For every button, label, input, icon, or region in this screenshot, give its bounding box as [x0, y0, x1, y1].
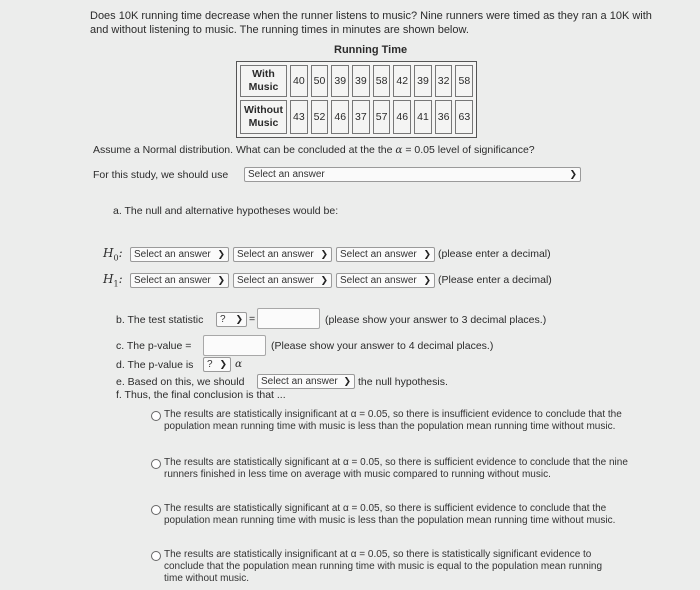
chevron-down-icon: ❯: [235, 314, 243, 324]
option-2-text: The results are statistically significant at α = 0.05, so there is sufficient evidence to conclude that the nine runners finished in less time on average with music compared to running without music.: [164, 457, 628, 480]
table-title: Running Time: [334, 44, 408, 56]
chevron-down-icon: ❯: [219, 359, 227, 369]
alpha-symbol: α: [395, 144, 403, 156]
option-3-radio[interactable]: [151, 505, 161, 515]
part-e-label: e. Based on this, we should: [116, 376, 245, 388]
chevron-down-icon: ❯: [423, 275, 431, 285]
option-1-radio[interactable]: [151, 411, 161, 421]
question-text: Does 10K running time decrease when the runner listens to music? Nine runners were timed as they ran a 10K with and without listening to music. The running times in minutes are shown below.: [90, 10, 652, 36]
table-cell: 37: [352, 100, 370, 134]
chevron-down-icon: ❯: [217, 249, 225, 259]
h0-label: $H_0$:: [103, 246, 123, 263]
h0-select-2[interactable]: Select an answer ❯: [233, 247, 332, 262]
table-cell: 46: [331, 100, 349, 134]
p-value-compare-select[interactable]: ? ❯: [203, 357, 231, 372]
table-cell: 57: [373, 100, 391, 134]
table-cell: 50: [311, 65, 329, 97]
table-cell: 43: [290, 100, 308, 134]
part-e-tail: the null hypothesis.: [358, 376, 448, 388]
option-2-radio[interactable]: [151, 459, 161, 469]
test-statistic-input[interactable]: [257, 308, 320, 329]
part-c-note: (Please show your answer to 4 decimal places.): [271, 340, 494, 352]
table-cell: 41: [414, 100, 432, 134]
alpha-symbol: α: [235, 358, 243, 370]
chevron-down-icon: ❯: [217, 275, 225, 285]
table-cell: 46: [393, 100, 411, 134]
table-cell: 58: [455, 65, 473, 97]
part-c-label: c. The p-value =: [116, 340, 192, 352]
h0-select-3[interactable]: Select an answer ❯: [336, 247, 435, 262]
h1-select-1[interactable]: Select an answer ❯: [130, 273, 229, 288]
table-row: [240, 65, 473, 97]
part-d-label: d. The p-value is: [116, 359, 194, 371]
table-cell: 39: [331, 65, 349, 97]
running-time-table: [236, 61, 477, 138]
assume-line: Assume a Normal distribution. What can be concluded at the the α = 0.05 level of significance?: [93, 144, 535, 156]
part-b-note: (please show your answer to 3 decimal places.): [325, 314, 547, 326]
row-header-with-music: With Music: [240, 65, 287, 97]
option-3-text: The results are statistically significant at α = 0.05, so there is sufficient evidence to conclude that the population mean running time with music is less than the population mean running time without music.: [164, 503, 616, 526]
chevron-down-icon: ❯: [320, 249, 328, 259]
table-cell: 58: [373, 65, 391, 97]
table-cell: 39: [414, 65, 432, 97]
table-cell: 32: [435, 65, 453, 97]
equals-sign: =: [249, 313, 256, 325]
table-cell: 40: [290, 65, 308, 97]
chevron-down-icon: ❯: [423, 249, 431, 259]
table-cell: 63: [455, 100, 473, 134]
h0-select-1[interactable]: Select an answer ❯: [130, 247, 229, 262]
option-1-text: The results are statistically insignificant at α = 0.05, so there is insufficient evidence to conclude that the population mean running time with music is less than the population mean running time without music.: [164, 409, 622, 432]
table-cell: 42: [393, 65, 411, 97]
p-value-input[interactable]: [203, 335, 266, 356]
table-cell: 39: [352, 65, 370, 97]
h1-note: (Please enter a decimal): [438, 274, 552, 286]
chevron-down-icon: ❯: [320, 275, 328, 285]
test-statistic-select[interactable]: ? ❯: [216, 312, 247, 327]
option-4-text: The results are statistically insignificant at α = 0.05, so there is statistically significant evidence to conclude that the population mean running time with music is equal to the population mean running time without music.: [164, 549, 603, 584]
h1-label: $H_1$:: [103, 272, 123, 289]
table-row: [240, 100, 473, 134]
chevron-down-icon: ❯: [569, 169, 577, 179]
row-header-without-music: Without Music: [240, 100, 287, 134]
h1-select-3[interactable]: Select an answer ❯: [336, 273, 435, 288]
study-label: For this study, we should use: [93, 169, 229, 181]
part-b-label: b. The test statistic: [116, 314, 204, 326]
option-4-radio[interactable]: [151, 551, 161, 561]
table-cell: 52: [311, 100, 329, 134]
decision-select[interactable]: Select an answer ❯: [257, 374, 355, 389]
chevron-down-icon: ❯: [343, 376, 351, 386]
h1-select-2[interactable]: Select an answer ❯: [233, 273, 332, 288]
part-f-label: f. Thus, the final conclusion is that ...: [116, 389, 286, 401]
study-select[interactable]: Select an answer ❯: [244, 167, 581, 182]
table-cell: 36: [435, 100, 453, 134]
h0-note: (please enter a decimal): [438, 248, 551, 260]
part-a-label: a. The null and alternative hypotheses would be:: [113, 205, 339, 217]
